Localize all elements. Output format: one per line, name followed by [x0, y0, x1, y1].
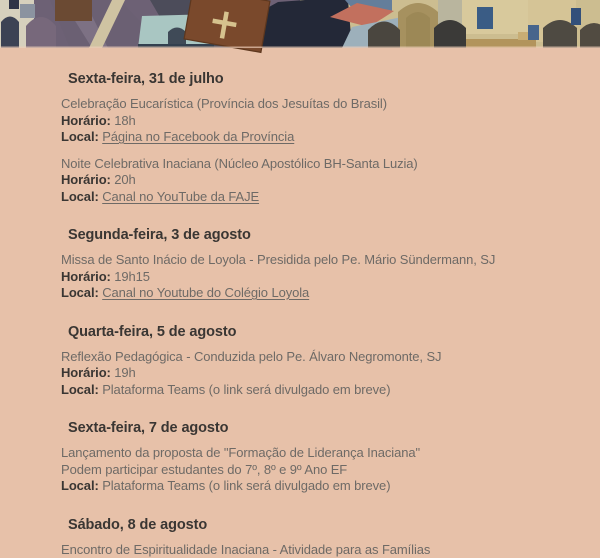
location-label: Local: [61, 189, 99, 204]
youtube-faje-link[interactable]: Canal no YouTube da FAJE [102, 189, 259, 204]
event-item [61, 252, 570, 302]
event-item [61, 156, 570, 206]
youtube-colegio-loyola-link[interactable]: Canal no Youtube do Colégio Loyola [102, 285, 309, 300]
facebook-provincia-link[interactable]: Página no Facebook da Província [102, 129, 294, 144]
event-date-header: Sexta-feira, 31 de julho [68, 71, 570, 87]
time-label: Horário: [61, 172, 111, 187]
event-location-row [61, 129, 570, 146]
location-label: Local: [61, 382, 99, 397]
event-item [61, 542, 570, 558]
time-label: Horário: [61, 365, 111, 380]
time-value: 20h [114, 172, 135, 187]
event-group [61, 227, 570, 302]
event-title: Missa de Santo Inácio de Loyola - Presidida pelo Pe. Mário Sündermann, SJ [61, 252, 570, 269]
event-title: Reflexão Pedagógica - Conduzida pelo Pe. Álvaro Negromonte, SJ [61, 349, 570, 366]
event-date-header: Segunda-feira, 3 de agosto [68, 227, 570, 243]
event-time-row [61, 113, 570, 130]
time-label: Horário: [61, 269, 111, 284]
event-location-row [61, 382, 570, 399]
event-location-row [61, 285, 570, 302]
location-value: Plataforma Teams (o link será divulgado em breve) [102, 382, 390, 397]
event-title: Lançamento da proposta de "Formação de Liderança Inaciana" [61, 445, 570, 462]
event-location-row [61, 189, 570, 206]
event-item [61, 349, 570, 399]
event-date-header: Sábado, 8 de agosto [68, 517, 570, 533]
time-value: 18h [114, 113, 135, 128]
time-value: 19h15 [114, 269, 150, 284]
time-value: 19h [114, 365, 135, 380]
event-group [61, 420, 570, 495]
schedule-content [0, 48, 600, 558]
event-location-row [61, 478, 570, 495]
event-title-line2: Podem participar estudantes do 7º, 8º e 9º Ano EF [61, 462, 570, 479]
location-value: Plataforma Teams (o link será divulgado em breve) [102, 478, 390, 493]
event-item [61, 96, 570, 146]
time-label: Horário: [61, 113, 111, 128]
location-label: Local: [61, 129, 99, 144]
location-label: Local: [61, 285, 99, 300]
location-label: Local: [61, 478, 99, 493]
event-group [61, 517, 570, 558]
event-title: Celebração Eucarística (Província dos Jesuítas do Brasil) [61, 96, 570, 113]
event-date-header: Quarta-feira, 5 de agosto [68, 324, 570, 340]
event-title-truncated: Encontro de Espiritualidade Inaciana - Atividade para as Famílias [61, 542, 570, 558]
event-time-row [61, 365, 570, 382]
event-time-row [61, 269, 570, 286]
event-group [61, 71, 570, 205]
event-date-header: Sexta-feira, 7 de agosto [68, 420, 570, 436]
event-group [61, 324, 570, 399]
event-time-row [61, 172, 570, 189]
header-painting [0, 0, 600, 48]
event-title: Noite Celebrativa Inaciana (Núcleo Apostólico BH-Santa Luzia) [61, 156, 570, 173]
event-item [61, 445, 570, 495]
